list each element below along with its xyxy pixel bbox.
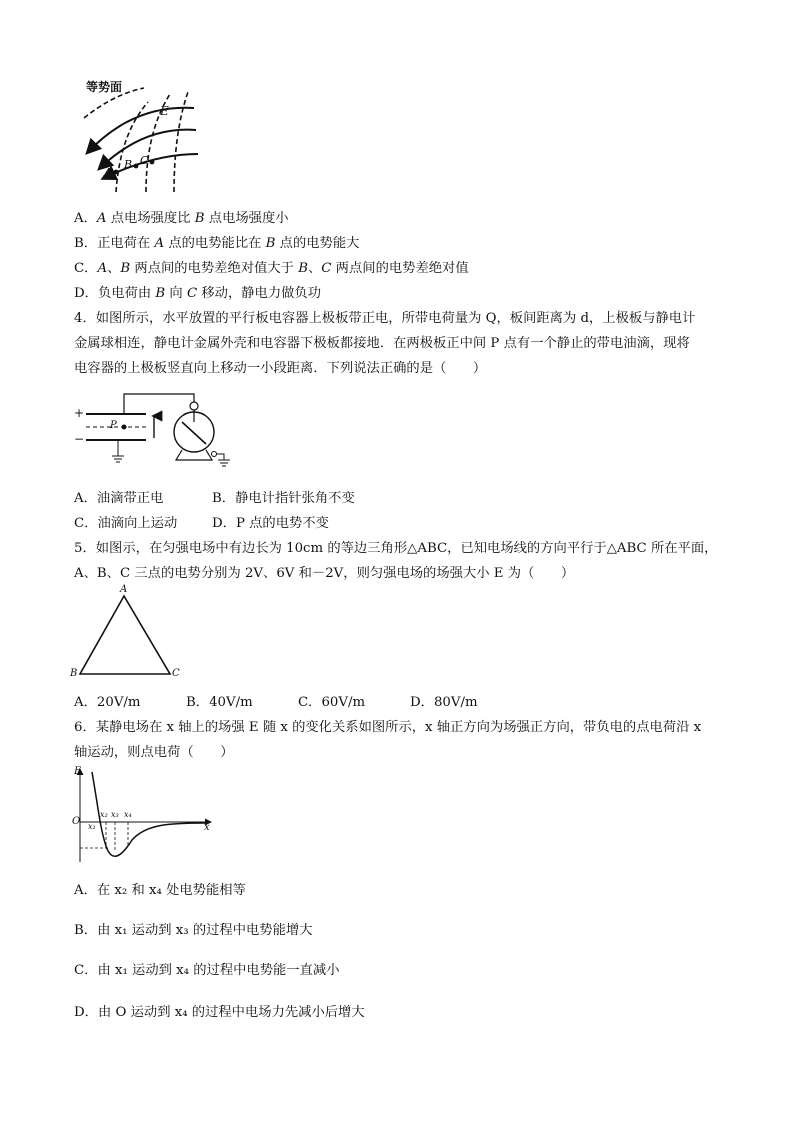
q5-option-b: B．40V/m [186,695,253,710]
capacitor-figure [74,388,234,474]
vertex-B-label: B [70,668,78,679]
x3-label: x₃ [111,810,119,819]
electrometer-ball [190,402,198,410]
q5-option-c: C．60V/m [298,695,366,710]
q6-stem-line2: 轴运动，则点电荷（ ） [74,745,234,760]
equipotential-label: 等势面 [86,80,123,94]
q5-options-row [74,694,478,712]
q4-stem-line3: 电容器的上极板竖直向上移动一小段距离．下列说法正确的是（ ） [74,361,487,376]
q5-stem-line1: 5．如图示，在匀强电场中有边长为 10cm 的等边三角形△ABC，已知电场线的方向平行于△ABC 所在平面， [74,541,718,556]
field-E-label: E [160,104,169,118]
q5-option-d: D．80V/m [410,695,478,710]
q6-option-a: A．在 x₂ 和 x₄ 处电势能相等 [74,883,246,898]
q3-option-b: B．正电荷在 A 点的电势能比在 B 点的电势能大 [74,236,360,251]
point-A-label: A [104,166,112,179]
point-A [114,170,119,175]
x4-label: x₄ [124,810,132,819]
q4-option-d: D．P 点的电势不变 [212,516,329,531]
triangle-ABC [80,596,170,674]
q4-option-c: C．油滴向上运动 [74,516,178,531]
point-B-label: B [124,158,133,171]
e-x-graph [70,766,216,866]
oil-drop [122,425,127,430]
q6-option-b: B．由 x₁ 运动到 x₃ 的过程中电势能增大 [74,923,313,938]
q5-stem-line2: A、B、C 三点的电势分别为 2V、6V 和－2V，则匀强电场的场强大小 E 为（ ） [74,566,575,581]
origin-label: O [72,816,81,827]
axis-x-label: x [204,822,210,833]
q4-option-a: A．油滴带正电 [74,491,164,506]
q4-options-row1 [74,490,355,508]
x2-label: x₂ [100,810,108,819]
q5-option-a: A．20V/m [74,695,141,710]
x1-label: x₁ [88,822,96,831]
axis-E-label: E [74,766,82,777]
e-curve [92,772,206,856]
vertex-C-label: C [172,668,180,679]
point-B [134,164,139,169]
q3-option-d: D．负电荷由 B 向 C 移动，静电力做负功 [74,286,322,301]
q3-option-a: A．A 点电场强度比 B 点电场强度小 [74,211,289,226]
q6-option-c: C．由 x₁ 运动到 x₄ 的过程中电势能一直减小 [74,963,340,978]
point-C [150,160,155,165]
plus-sign: + [74,406,85,420]
q6-stem-line1: 6．某静电场在 x 轴上的场强 E 随 x 的变化关系如图所示，x 轴正方向为场强正方向，带负电的点电荷沿 x [74,720,702,735]
triangle-figure [70,584,184,682]
q6-option-d: D．由 O 运动到 x₄ 的过程中电场力先减小后增大 [74,1005,365,1020]
equipotential-figure [74,74,204,196]
vertex-A-label: A [120,584,128,595]
point-P-label: P [110,420,117,431]
q4-options-row2 [74,515,329,533]
point-C-label: C [140,154,149,167]
q4-stem-line1: 4．如图所示，水平放置的平行板电容器上极板带正电，所带电荷量为 Q，板间距离为 d，上极板与静电计 [74,311,696,326]
q4-stem-line2: 金属球相连，静电计金属外壳和电容器下极板都接地．在两极板正中间 P 点有一个静止的带电油滴，现将 [74,336,690,351]
q3-option-c: C．A、B 两点间的电势差绝对值大于 B、C 两点间的电势差绝对值 [74,261,469,276]
minus-sign: − [74,432,85,446]
q4-option-b: B．静电计指针张角不变 [212,491,355,506]
